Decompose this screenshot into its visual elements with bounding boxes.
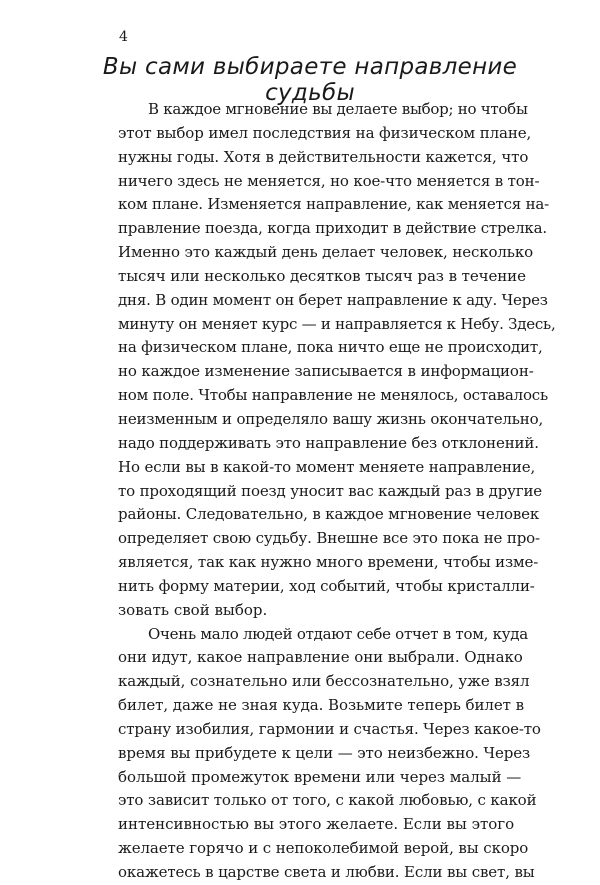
text-line: время вы прибудете к цели — это неизбежно. Через xyxy=(118,743,531,762)
text-line: страну изобилия, гармонии и счастья. Через какое-то xyxy=(118,719,541,738)
text-line: каждый, сознательно или бессознательно, уже взял xyxy=(118,672,530,691)
paragraph-2 xyxy=(118,623,541,885)
text-line: минуту он меняет курс — и направляется к Небу. Здесь, xyxy=(118,314,556,333)
text-line: Но если вы в какой-то момент меняете направление, xyxy=(118,457,536,476)
chapter-title: Вы сами выбираете направление судьбы xyxy=(102,54,518,106)
body-text xyxy=(118,98,556,885)
text-line: билет, даже не зная куда. Возьмите теперь билет в xyxy=(118,696,524,715)
text-line: ничего здесь не меняется, но кое-что меняется в тон- xyxy=(118,171,540,190)
text-line: Именно это каждый день делает человек, несколько xyxy=(118,243,533,262)
text-line: но каждое изменение записывается в информацион- xyxy=(118,362,534,381)
paragraph-1 xyxy=(118,98,556,623)
text-line: является, так как нужно много времени, чтобы изме- xyxy=(118,553,539,572)
text-line: неизменным и определяло вашу жизнь окончательно, xyxy=(118,409,544,428)
text-line: ком плане. Изменяется направление, как меняется на- xyxy=(118,195,549,214)
text-line: окажетесь в царстве света и любви. Если вы свет, вы xyxy=(118,863,535,881)
text-line: определяет свою судьбу. Внешне все это пока не про- xyxy=(118,529,540,548)
text-line: то проходящий поезд уносит вас каждый раз в другие xyxy=(118,481,542,500)
text-line: на физическом плане, пока ничто еще не происходит, xyxy=(118,338,543,357)
text-line: нить форму материи, ход событий, чтобы кристалли- xyxy=(118,576,535,595)
text-line: тысяч или несколько десятков тысяч раз в течение xyxy=(118,266,526,285)
text-line: желаете горячо и с непоколебимой верой, вы скоро xyxy=(118,839,529,858)
text-line: этот выбор имел последствия на физическом плане, xyxy=(118,123,532,142)
text-line: правление поезда, когда приходит в действие стрелка. xyxy=(118,219,547,238)
text-line: зовать свой выбор. xyxy=(118,600,268,619)
page-number: 4 xyxy=(119,29,128,45)
text-line: В каждое мгновение вы делаете выбор; но чтобы xyxy=(148,100,528,118)
text-line: большой промежуток времени или через малый — xyxy=(118,767,522,786)
text-line: районы. Следовательно, в каждое мгновение человек xyxy=(118,505,540,524)
text-line: они идут, какое направление они выбрали. Однако xyxy=(118,648,523,667)
text-line: дня. В один момент он берет направление к аду. Через xyxy=(118,290,548,309)
text-line: Очень мало людей отдают себе отчет в том, куда xyxy=(148,624,528,643)
text-line: надо поддерживать это направление без отклонений. xyxy=(118,433,539,452)
text-line: нужны годы. Хотя в действительности кажется, что xyxy=(118,147,529,166)
text-line: это зависит только от того, с какой любовью, с какой xyxy=(118,791,537,810)
text-line: интенсивностью вы этого желаете. Если вы этого xyxy=(118,815,515,834)
text-line: ном поле. Чтобы направление не менялось, оставалось xyxy=(118,386,548,405)
